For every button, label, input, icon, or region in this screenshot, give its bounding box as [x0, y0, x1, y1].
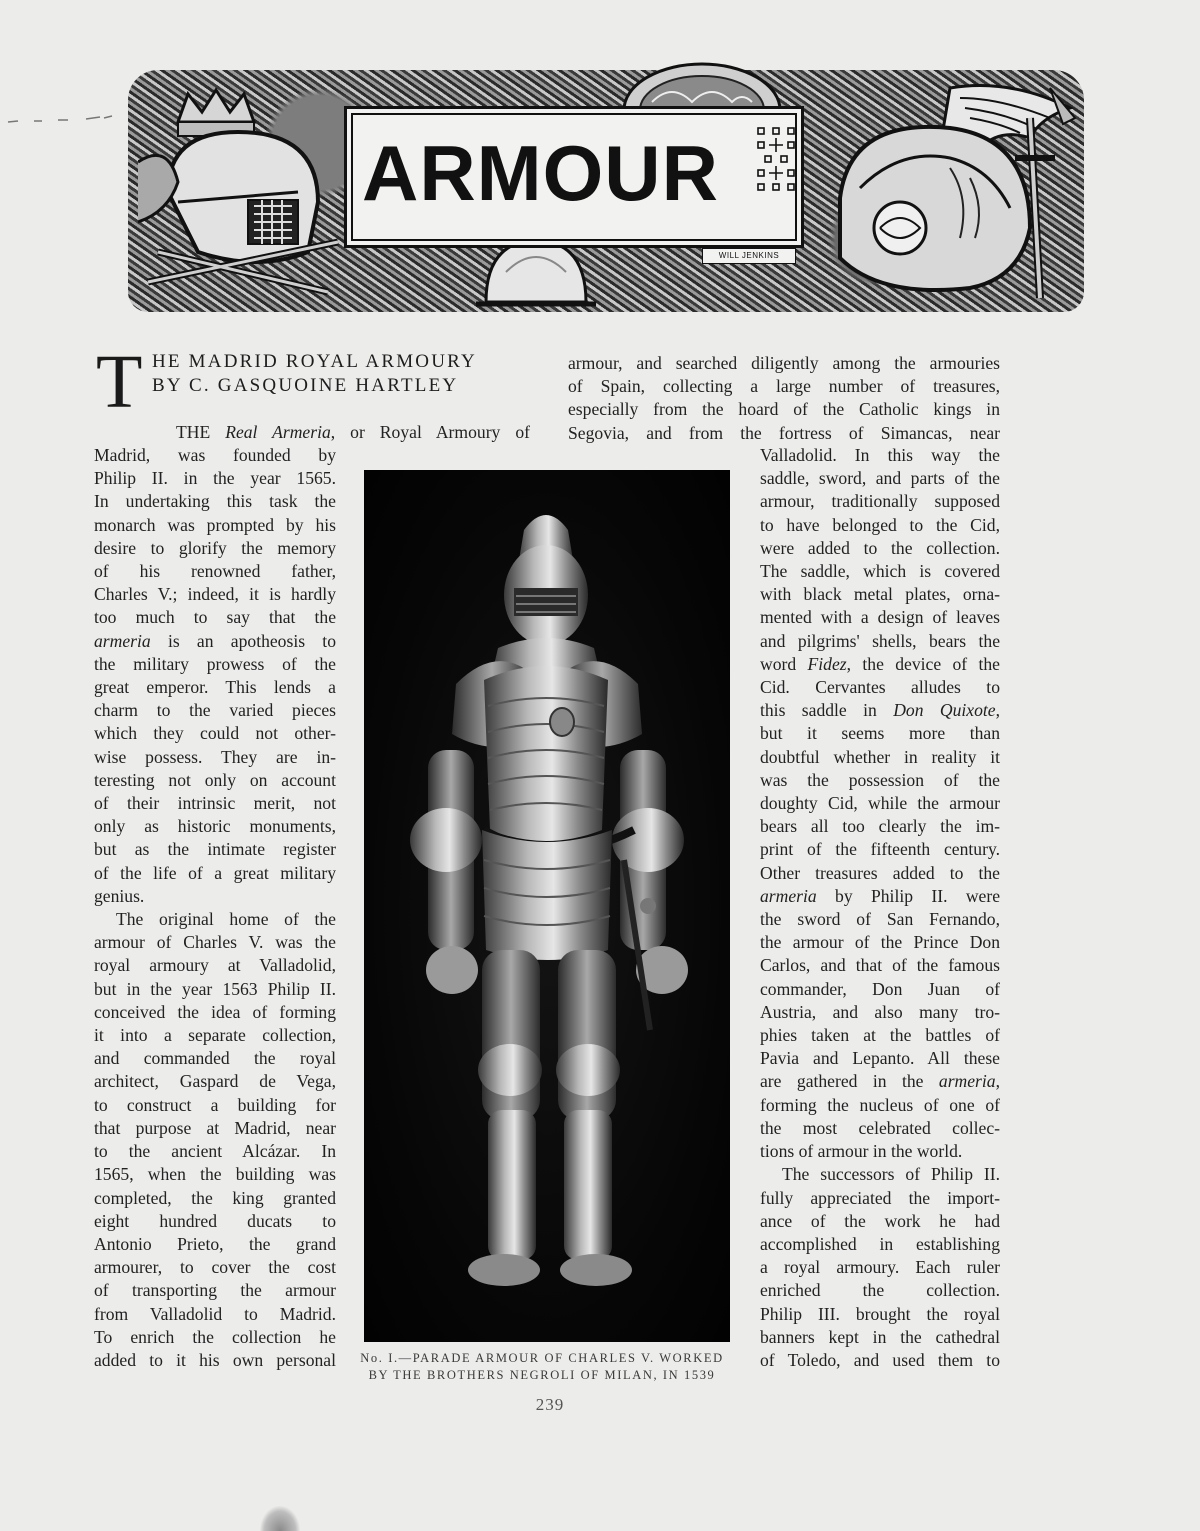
- text-line: to construct a building for: [94, 1094, 336, 1115]
- text-line: forming the nucleus of one of: [760, 1094, 1000, 1115]
- text-line: To enrich the collection he: [94, 1326, 336, 1347]
- armour-photograph: [364, 470, 730, 1342]
- text-line: which they could not other-: [94, 723, 336, 744]
- text-line: Valladolid. In this way the: [760, 445, 1000, 465]
- italic-term: armeria: [938, 1071, 996, 1092]
- text-line: ance of the work he had: [760, 1210, 1000, 1231]
- text-line: monarch was prompted by his: [94, 514, 336, 535]
- text-line: it into a separate collection,: [94, 1025, 336, 1046]
- text-line: but as the intimate register: [94, 839, 336, 860]
- text-line: tions of armour in the world.: [760, 1141, 963, 1162]
- text-line: Madrid, was founded by: [94, 445, 336, 465]
- text-line: added to it his own personal: [94, 1349, 336, 1370]
- text-line: print of the fifteenth century.: [760, 839, 1000, 860]
- article-byline: BY C. GASQUOINE HARTLEY: [152, 375, 459, 396]
- text-line: genius.: [94, 885, 145, 906]
- text-line: [760, 699, 1000, 722]
- figure-caption: [346, 1350, 738, 1384]
- text-line: royal armoury at Valladolid,: [94, 955, 336, 976]
- drop-cap: T: [96, 340, 143, 424]
- text-line: teresting not only on account: [94, 769, 336, 790]
- italic-term: armeria: [760, 885, 817, 906]
- left-column-intro: [176, 421, 530, 444]
- text-fragment: ,: [995, 1071, 1000, 1092]
- text-line: fully appreciated the import-: [760, 1187, 1000, 1208]
- text-line: with black metal plates, orna-: [760, 584, 1000, 605]
- text-line: Segovia, and from the fortress of Simancas, near: [568, 422, 1000, 443]
- text-line: bears all too clearly the im-: [760, 816, 1000, 837]
- text-fragment: , or Royal Armoury of: [330, 422, 530, 442]
- left-column: [94, 444, 336, 1372]
- text-line: too much to say that the: [94, 607, 336, 628]
- caption-line: BY THE BROTHERS NEGROLI OF MILAN, IN 1539: [368, 1368, 716, 1382]
- text-line: accomplished in establishing: [760, 1233, 1000, 1254]
- text-fragment: word: [760, 653, 797, 674]
- text-line: In undertaking this task the: [94, 491, 336, 512]
- right-column-top: [568, 352, 1000, 445]
- text-line: to the ancient Alcázar. In: [94, 1141, 336, 1162]
- text-fragment: , the device of the: [846, 653, 1000, 674]
- text-line: of Spain, collecting a large number of treasures,: [568, 376, 1000, 397]
- right-column: [760, 444, 1000, 1372]
- text-line: of their intrinsic merit, not: [94, 793, 336, 814]
- text-line: doubtful whether in reality it: [760, 746, 1000, 767]
- text-fragment: is an apotheosis to: [167, 630, 336, 651]
- italic-term: Fidez: [807, 653, 847, 674]
- text-line: the armour of the Prince Don: [760, 932, 1000, 953]
- text-line: the most celebrated collec-: [760, 1117, 1000, 1138]
- text-line: charm to the varied pieces: [94, 700, 336, 721]
- text-line: from Valladolid to Madrid.: [94, 1303, 336, 1324]
- text-line: of Toledo, and used them to: [760, 1349, 1000, 1370]
- text-line: The saddle, which is covered: [760, 561, 1000, 582]
- text-line: wise possess. They are in-: [94, 746, 336, 767]
- suit-of-armour-icon: [364, 470, 730, 1342]
- text-line: to have belonged to the Cid,: [760, 514, 1000, 535]
- cross-pattern-ornament-icon: [756, 126, 796, 192]
- medallion-ornament-icon: [622, 62, 782, 112]
- text-line: only as historic monuments,: [94, 816, 336, 837]
- caption-line: No. I.—PARADE ARMOUR OF CHARLES V. WORKED: [360, 1351, 724, 1365]
- text-line: of his renowned father,: [94, 561, 336, 582]
- text-line: and commanded the royal: [94, 1048, 336, 1069]
- helmet-crown-ornament-icon: [138, 82, 348, 302]
- text-line: Philip III. brought the royal: [760, 1303, 1000, 1324]
- text-line: and pilgrims' shells, bears the: [760, 630, 1000, 651]
- text-line: a royal armoury. Each ruler: [760, 1257, 1000, 1278]
- text-line: The successors of Philip II.: [782, 1164, 1000, 1185]
- intro-word: THE: [176, 422, 211, 442]
- text-line: Cid. Cervantes alludes to: [760, 677, 1000, 698]
- text-line: that purpose at Madrid, near: [94, 1117, 336, 1138]
- text-line: was the possession of the: [760, 769, 1000, 790]
- italic-term: Real Armeria: [225, 422, 331, 442]
- text-line: architect, Gaspard de Vega,: [94, 1071, 336, 1092]
- text-line: conceived the idea of forming: [94, 1001, 336, 1022]
- text-line: armourer, to cover the cost: [94, 1257, 336, 1278]
- text-line: saddle, sword, and parts of the: [760, 468, 1000, 489]
- text-line: but in the year 1563 Philip II.: [94, 978, 336, 999]
- text-line: Philip II. in the year 1565.: [94, 468, 336, 489]
- text-line: armour, and searched diligently among the armouries: [568, 353, 1000, 373]
- text-line: completed, the king granted: [94, 1187, 336, 1208]
- italic-term: armeria: [94, 630, 151, 651]
- text-line: Carlos, and that of the famous: [760, 955, 1000, 976]
- text-line: banners kept in the cathedral: [760, 1326, 1000, 1347]
- article-heading: HE MADRID ROYAL ARMOURY: [152, 351, 477, 372]
- text-line: armour, traditionally supposed: [760, 491, 1000, 512]
- text-line: Charles V.; indeed, it is hardly: [94, 584, 336, 605]
- text-line: of transporting the armour: [94, 1280, 336, 1301]
- text-line: armour of Charles V. was the: [94, 932, 336, 953]
- text-line: of the life of a great military: [94, 862, 336, 883]
- text-line: especially from the hoard of the Catholic kings in: [568, 399, 1000, 420]
- text-line: [760, 1070, 1000, 1093]
- stray-ink-mark: [0, 110, 130, 130]
- text-fragment: by Philip II. were: [816, 885, 1000, 906]
- text-line: [760, 653, 1000, 676]
- text-line: commander, Don Juan of: [760, 978, 1000, 999]
- text-line: Other treasures added to the: [760, 862, 1000, 883]
- text-line: Pavia and Lepanto. All these: [760, 1048, 1000, 1069]
- text-line: phies taken at the battles of: [760, 1025, 1000, 1046]
- winged-helmet-ornament-icon: [800, 78, 1080, 306]
- page-number: 239: [535, 1395, 565, 1414]
- text-line: doughty Cid, while the armour: [760, 793, 1000, 814]
- text-line: desire to glorify the memory: [94, 537, 336, 558]
- text-line: [760, 885, 1000, 908]
- text-line: were added to the collection.: [760, 537, 1000, 558]
- text-line: Antonio Prieto, the grand: [94, 1233, 336, 1254]
- text-line: eight hundred ducats to: [94, 1210, 336, 1231]
- text-line: great emperor. This lends a: [94, 677, 336, 698]
- text-line: but it seems more than: [760, 723, 1000, 744]
- text-line: The original home of the: [116, 909, 336, 930]
- text-fragment: are gathered in the: [760, 1071, 924, 1092]
- text-fragment: ,: [995, 700, 1000, 721]
- text-line: enriched the collection.: [760, 1280, 1000, 1301]
- text-fragment: this saddle in: [760, 700, 877, 721]
- text-line: mented with a design of leaves: [760, 607, 1000, 628]
- italic-term: Don Quixote: [893, 700, 996, 721]
- text-line: 1565, when the building was: [94, 1164, 336, 1185]
- text-line: [94, 630, 336, 653]
- text-line: Austria, and also many tro-: [760, 1001, 1000, 1022]
- page-title: ARMOUR: [362, 129, 719, 217]
- artist-signature: WILL JENKINS: [702, 248, 796, 264]
- text-line: the military prowess of the: [94, 653, 336, 674]
- text-line: the sword of San Fernando,: [760, 909, 1000, 930]
- thumb-smudge: [260, 1506, 300, 1531]
